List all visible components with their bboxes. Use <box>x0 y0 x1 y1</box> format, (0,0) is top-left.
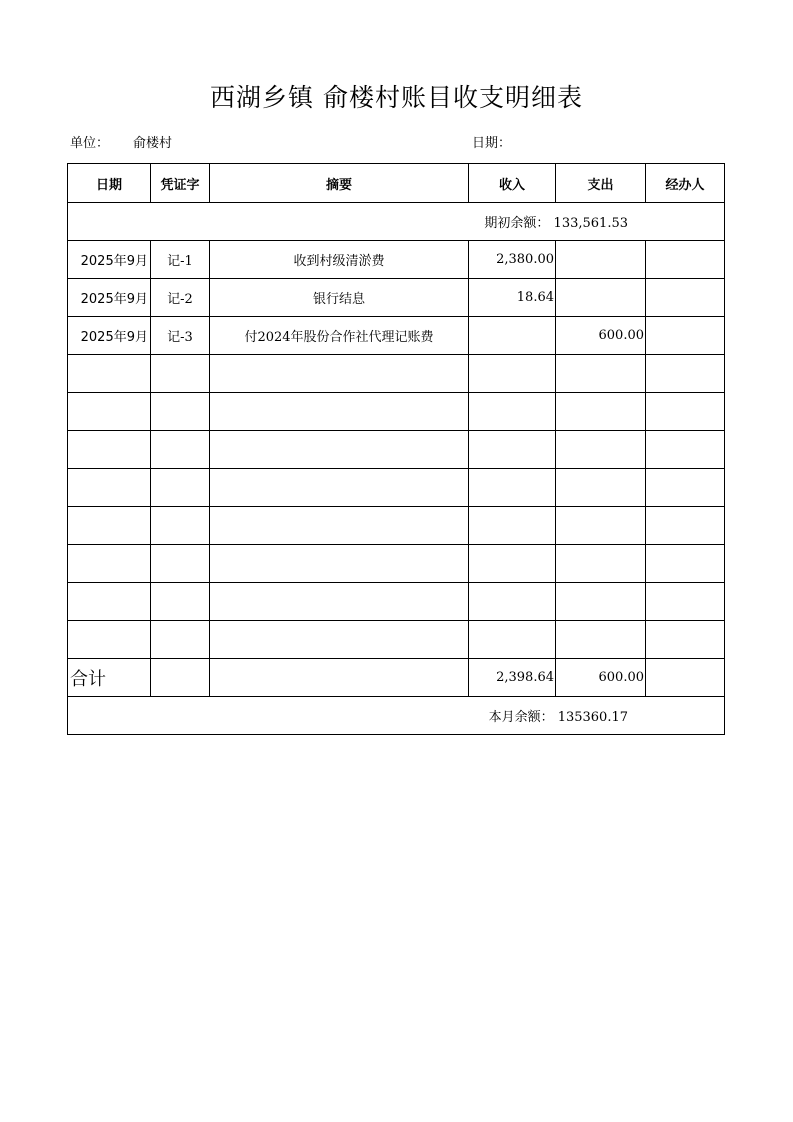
row-date: 2025年9月 <box>68 279 151 317</box>
column-header-income: 收入 <box>469 164 556 203</box>
row-income: 18.64 <box>469 279 556 317</box>
row-handler <box>646 279 725 317</box>
column-header-expense: 支出 <box>556 164 646 203</box>
table-row <box>68 279 725 317</box>
table-row <box>68 241 725 279</box>
page-title: 西湖乡镇 俞楼村账目收支明细表 <box>210 83 583 112</box>
total-expense: 600.00 <box>556 659 646 697</box>
row-date: 2025年9月 <box>68 241 151 279</box>
row-expense: 600.00 <box>556 317 646 355</box>
opening-balance: 期初余额： 133,561.53 <box>68 203 725 241</box>
empty-row <box>68 355 725 393</box>
row-date: 2025年9月 <box>68 317 151 355</box>
closing-balance-row <box>68 697 725 735</box>
row-voucher: 记-2 <box>151 279 210 317</box>
total-row <box>68 659 725 697</box>
row-handler <box>646 241 725 279</box>
column-header-summary: 摘要 <box>210 164 469 203</box>
table-row <box>68 317 725 355</box>
row-summary: 银行结息 <box>210 279 469 317</box>
row-income: 2,380.00 <box>469 241 556 279</box>
empty-row <box>68 469 725 507</box>
total-label: 合计 <box>68 659 151 697</box>
empty-row <box>68 431 725 469</box>
empty-row <box>68 507 725 545</box>
empty-row <box>68 393 725 431</box>
ledger-table <box>67 163 725 735</box>
date-label: 日期： <box>472 136 512 151</box>
row-voucher: 记-1 <box>151 241 210 279</box>
row-summary: 收到村级清淤费 <box>210 241 469 279</box>
opening-balance-row <box>68 203 725 241</box>
unit-label: 单位： <box>70 136 110 151</box>
row-handler <box>646 317 725 355</box>
column-header-voucher: 凭证字 <box>151 164 210 203</box>
column-header-date: 日期 <box>68 164 151 203</box>
closing-balance: 本月余额： 135360.17 <box>68 697 725 735</box>
header-row <box>68 164 725 203</box>
row-voucher: 记-3 <box>151 317 210 355</box>
empty-row <box>68 583 725 621</box>
unit-value: 俞楼村 <box>133 136 173 151</box>
row-summary: 付2024年股份合作社代理记账费 <box>210 317 469 355</box>
row-expense <box>556 279 646 317</box>
column-header-handler: 经办人 <box>646 164 725 203</box>
empty-row <box>68 621 725 659</box>
row-expense <box>556 241 646 279</box>
empty-row <box>68 545 725 583</box>
row-income <box>469 317 556 355</box>
total-income: 2,398.64 <box>469 659 556 697</box>
